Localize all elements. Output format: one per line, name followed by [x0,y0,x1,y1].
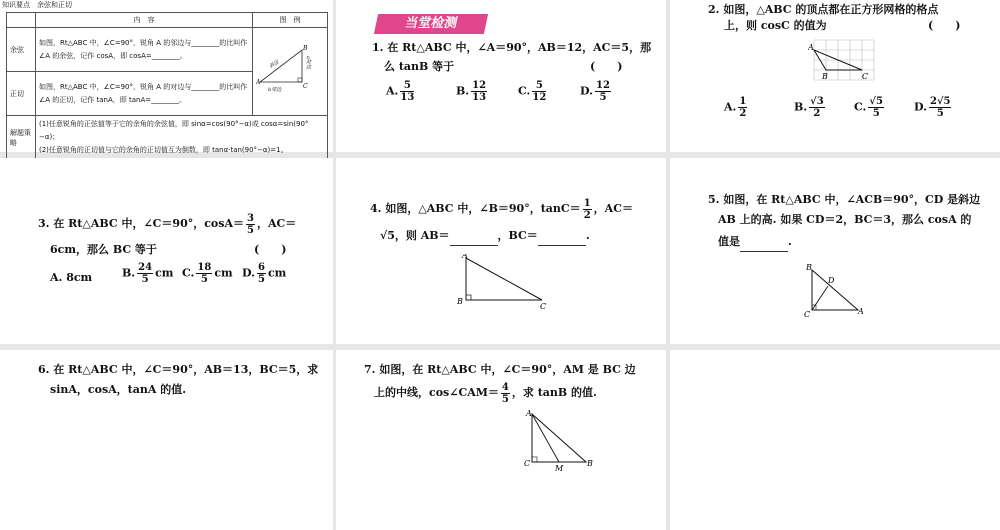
panel-q3 [0,158,333,344]
q3-paren: ( ) [254,243,287,256]
q5-label-c: C [804,310,811,319]
banner-in-class-check [374,14,488,34]
row-tangent-name: 正切 [7,72,36,116]
q4-blank-bc[interactable] [538,233,586,246]
q2-label-c: C [862,72,869,81]
panel-q2 [670,0,1000,152]
q3-option-a[interactable]: A. 8cm [50,271,93,284]
q2-option-b[interactable]: B. $\frac{√3}{2}$ [794,96,824,119]
q4-label-b: B [457,297,463,306]
q3-option-d[interactable]: D. $\frac{6}{5}$ cm [242,262,287,285]
q4-figure [454,254,550,310]
q7-label-c: C [524,459,531,468]
ref-label-a: A [256,78,261,86]
q7-label-m: M [555,464,564,472]
q2-option-d[interactable]: D. $\frac{2√5}{5}$ [914,96,951,119]
strategy-line-1: (1)任意锐角的正弦值等于它的余角的余弦值，即 sinα=cos(90°−α)或 cosα=sin(90°−α)； [39,120,309,141]
q4-blank-ab[interactable] [450,233,498,246]
q7-line-2: 上的中线，cos∠CAM＝ $\frac{4}{5}$ ，求 tanB 的值. [374,381,597,405]
reference-figure [253,28,328,116]
row-tangent-text: 如图，Rt△ABC 中，∠C=90°，锐角 A 的对边与________的比叫作∠A 的正切，记作 tanA，即 tanA=________。 [36,72,253,116]
row-cosine-name: 余弦 [7,28,36,72]
ref-label-c: C [303,82,308,90]
q4-line-1: 4. 如图，△ABC 中，∠B＝90°，tanC＝ $\frac{1}{2}$ ，AC＝ [370,197,633,221]
q3-line-1: 3. 在 Rt△ABC 中，∠C＝90°，cosA＝ $\frac{3}{5}$ ，AC＝ [38,212,297,236]
q7-label-a: A [526,409,532,418]
row-strategy-name: 解题策略 [7,116,36,160]
q4-line-2: √5，则 AB＝ ，BC＝ . [380,226,590,246]
q1-paren: ( ) [590,60,623,73]
q2-grid-figure [808,38,876,86]
q3-line-2: 6cm，那么 BC 等于 [50,243,157,256]
q1-line-1: 1. 在 Rt△ABC 中，∠A＝90°，AB＝12，AC＝5，那 [372,41,652,54]
q5-label-d: D [828,276,835,285]
q4-label-c: C [540,302,547,310]
panel-reference [0,0,333,152]
q2-line-1: 2. 如图，△ABC 的顶点都在正方形网格的格点 [708,3,939,16]
q2-label-a: A [808,43,814,52]
reference-table [6,12,328,160]
section-tag: 知识要点 余弦和正切 [2,1,72,9]
ref-adj-label: b邻边 [268,86,282,93]
ref-label-b: B [303,44,308,52]
q5-line-3: 值是 . [718,232,792,252]
q6-line-1: 6. 在 Rt△ABC 中，∠C＝90°，AB＝13，BC＝5，求 [38,363,319,376]
strategy-line-2: (2)任意锐角的正切值与它的余角的正切值互为倒数，即 tanα·tan(90°−α)=1。 [39,146,288,154]
q5-label-b: B [806,263,812,272]
panel-q7 [336,350,666,530]
q1-option-c[interactable]: C. $\frac{5}{12}$ [518,80,547,103]
header-figure: 图 例 [253,13,328,28]
panel-q4 [336,158,666,344]
banner-text: 当堂检测 [403,16,459,31]
ref-hyp-label: 斜边 [268,58,281,70]
q5-blank[interactable] [740,239,788,252]
q2-option-c[interactable]: C. $\frac{√5}{5}$ [854,96,883,119]
q5-figure [800,262,870,320]
q5-label-a: A [858,307,864,316]
q7-line-1: 7. 如图，在 Rt△ABC 中，∠C＝90°，AM 是 BC 边 [364,363,636,376]
q2-option-a[interactable]: A. $\frac{1}{2}$ [724,96,747,119]
header-content: 内 容 [36,13,253,28]
panel-q1 [336,0,666,152]
q7-figure [522,408,602,472]
q1-option-a[interactable]: A. $\frac{5}{13}$ [386,80,415,103]
q2-paren: ( ) [928,19,961,32]
q1-line-2: 么 tanB 等于 [384,60,455,73]
q5-line-1: 5. 如图，在 Rt△ABC 中，∠ACB＝90°，CD 是斜边 [708,193,981,206]
q7-label-b: B [587,459,593,468]
row-cosine-text: 如图，Rt△ABC 中，∠C=90°，锐角 A 的邻边与________的比叫作∠A 的余弦，记作 cosA，即 cosA=________。 [36,28,253,72]
q3-option-c[interactable]: C. $\frac{18}{5}$ cm [182,262,233,285]
q1-option-d[interactable]: D. $\frac{12}{5}$ [580,80,610,103]
q6-line-2: sinA，cosA，tanA 的值. [50,383,187,396]
panel-q5 [670,158,1000,344]
q2-line-2: 上，则 cosC 的值为 [724,19,827,32]
panel-q6 [0,350,333,530]
q2-label-b: B [822,72,828,81]
q1-option-b[interactable]: B. $\frac{12}{13}$ [456,80,487,103]
ref-opp-label: a对边 [305,55,311,69]
q5-line-2: AB 上的高. 如果 CD＝2，BC＝3，那么 cosA 的 [718,213,972,226]
q4-label-a: A [462,254,468,260]
q3-option-b[interactable]: B. $\frac{24}{5}$ cm [122,262,174,285]
panel-empty [670,350,1000,530]
